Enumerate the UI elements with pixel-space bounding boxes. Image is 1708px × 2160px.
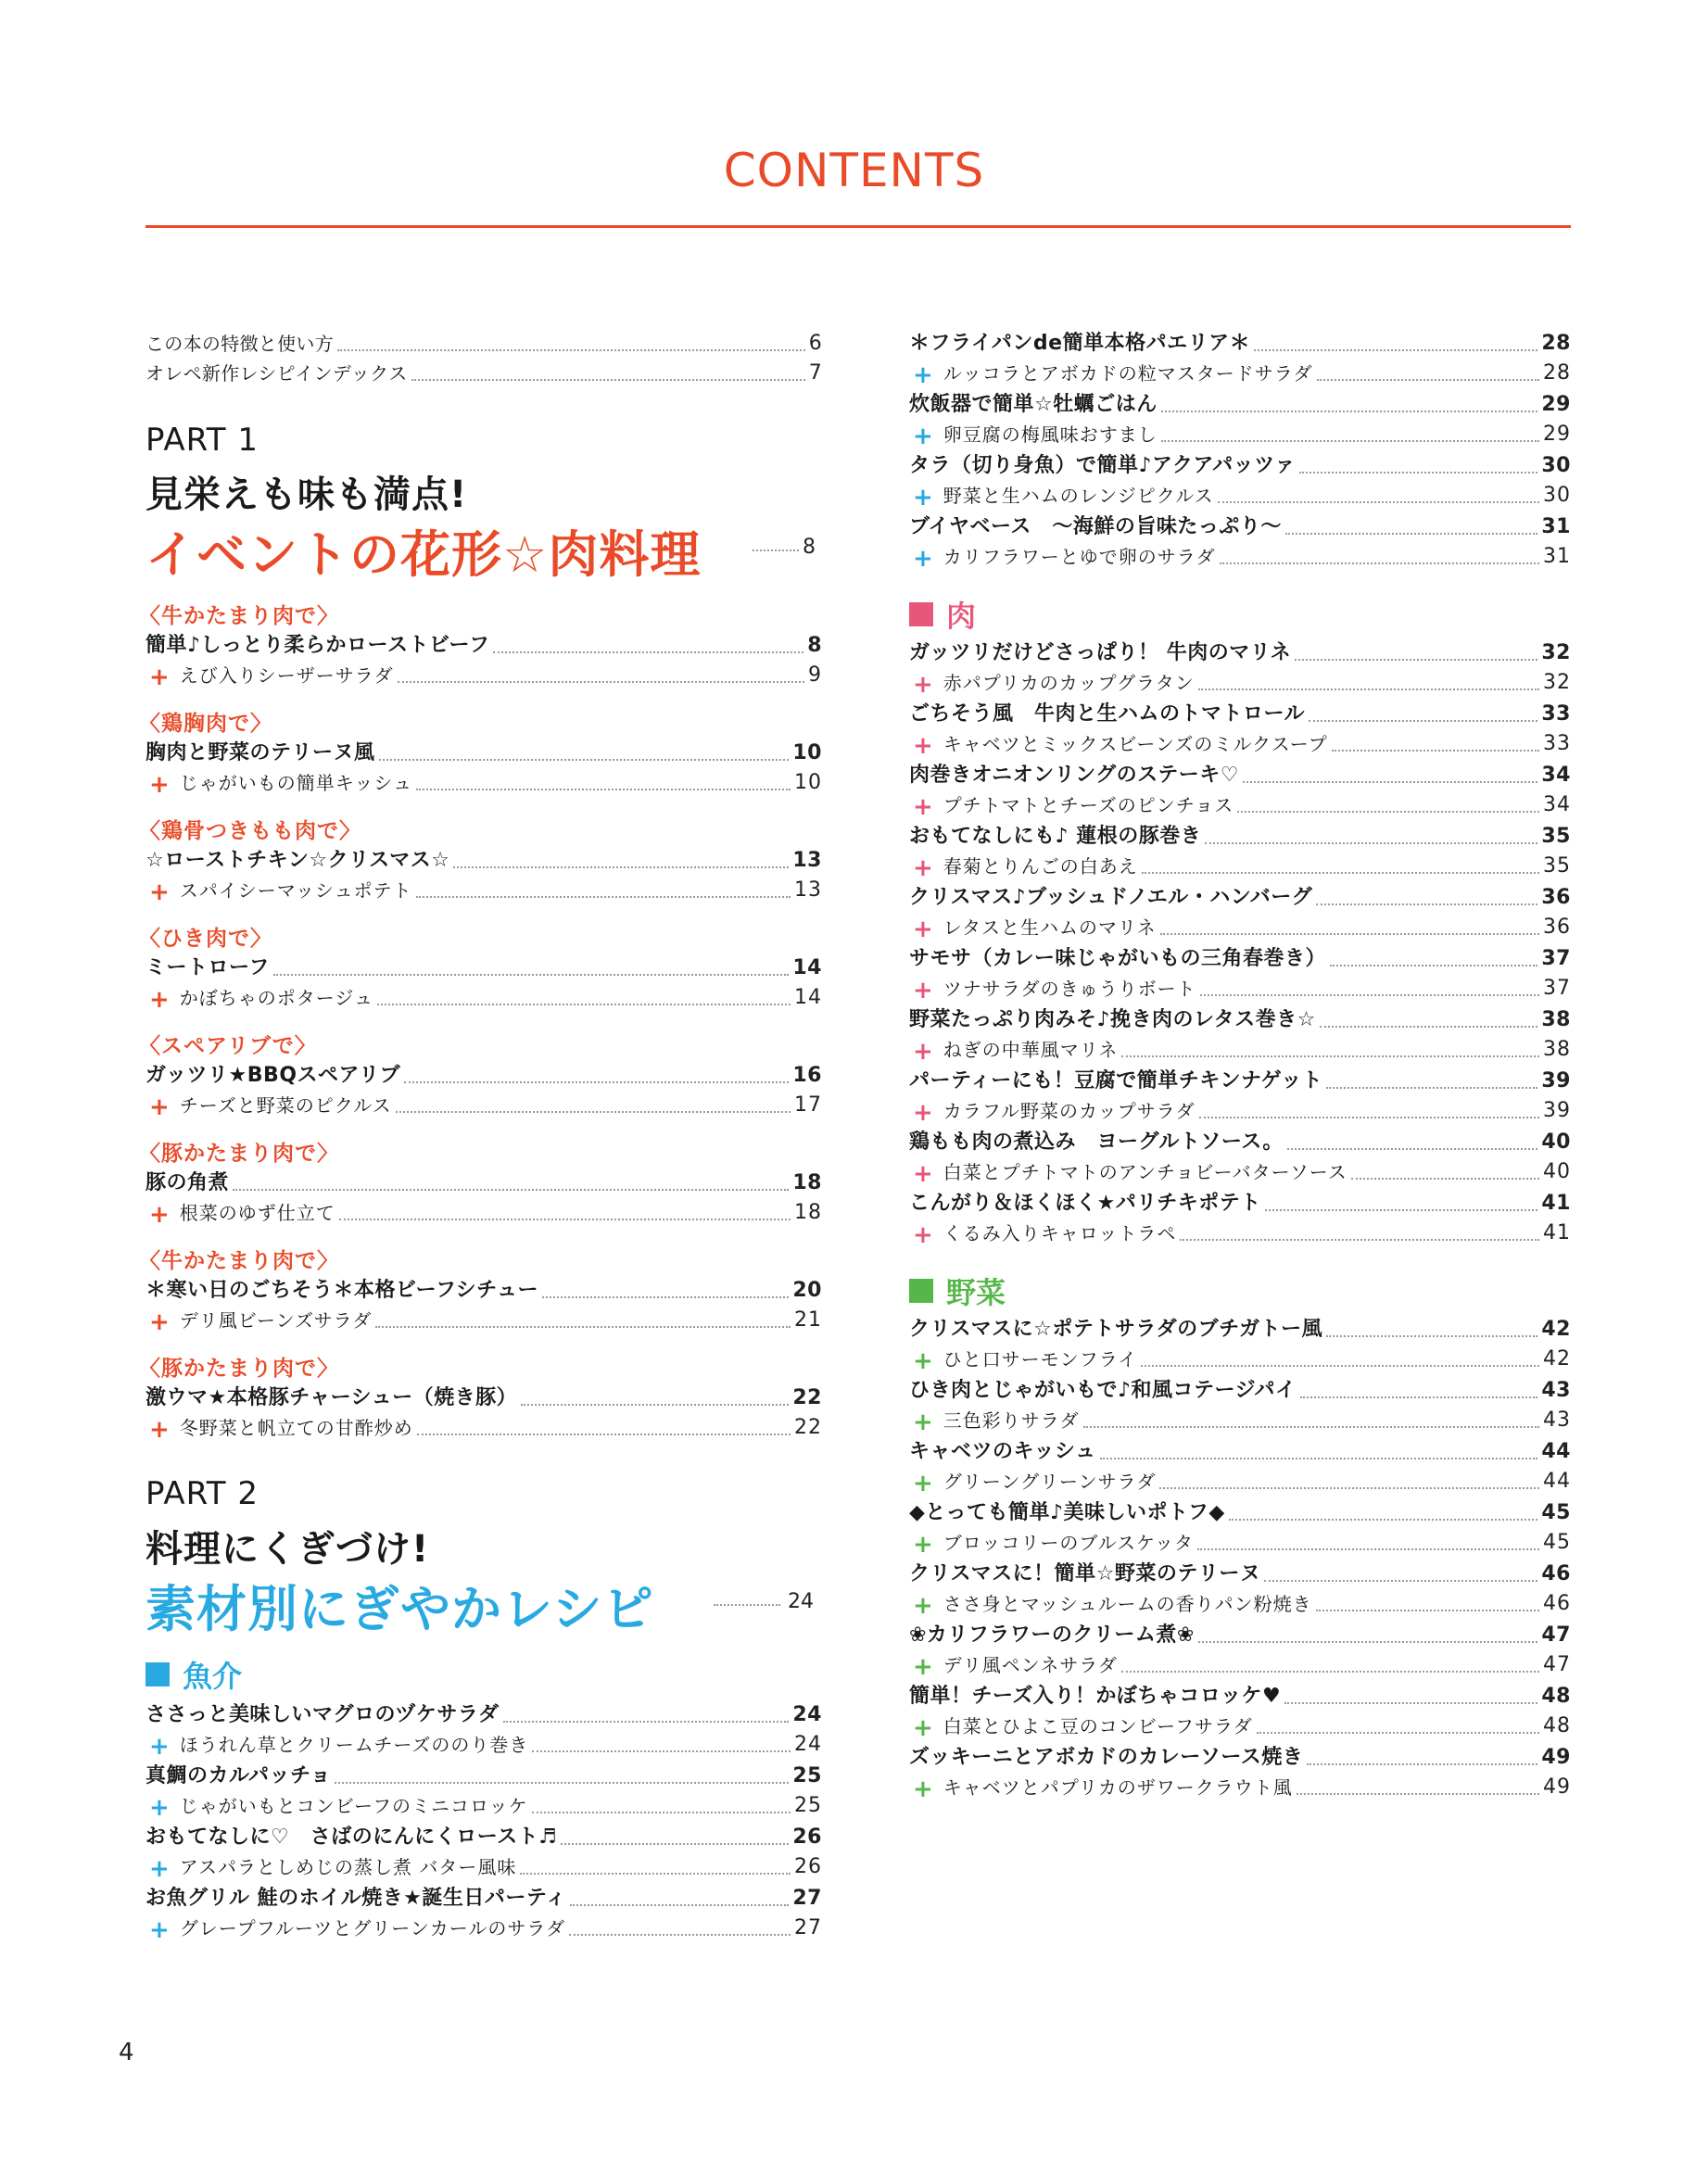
- part2-label: PART 2: [145, 1475, 259, 1512]
- toc-category: 〈牛かたまり肉で〉: [139, 1249, 339, 1273]
- square-icon: [909, 1279, 933, 1303]
- toc-subentry: + レタスと生ハムのマリネ 36: [913, 916, 1571, 943]
- toc-category: 〈豚かたまり肉で〉: [139, 1142, 339, 1166]
- toc-entry: クリスマスに☆ポテトサラダのブチガトー風 42: [909, 1318, 1571, 1341]
- toc-entry: ズッキーニとアボカドのカレーソース焼き 49: [909, 1746, 1571, 1769]
- toc-entry: 簡単♪しっとり柔らかローストビーフ 8: [145, 634, 822, 657]
- toc-subentry: + ブロッコリーのブルスケッタ 45: [913, 1531, 1571, 1559]
- toc-entry: おもてなしに♡ さばのにんにくロースト♬ 26: [145, 1825, 822, 1849]
- toc-subentry: + 卵豆腐の梅風味おすまし 29: [913, 423, 1571, 450]
- part2-page: 24: [788, 1590, 814, 1613]
- section-vegetables: 野菜: [909, 1269, 1006, 1312]
- toc-category: 〈ひき肉で〉: [139, 927, 272, 951]
- toc-subentry: + スパイシーマッシュポテト 13: [149, 878, 822, 906]
- toc-subentry: + ひと口サーモンフライ 42: [913, 1347, 1571, 1375]
- toc-subentry: + 白菜とプチトマトのアンチョビーバターソース 40: [913, 1160, 1571, 1188]
- toc-entry: ささっと美味しいマグロのヅケサラダ 24: [145, 1703, 822, 1726]
- part2-subtitle: 料理にくぎづけ!: [145, 1528, 430, 1571]
- toc-entry: この本の特徴と使い方 6: [145, 332, 822, 355]
- toc-subentry: + キャベツとパプリカのザワークラウト風 49: [913, 1775, 1571, 1803]
- toc-subentry: + デリ風ビーンズサラダ 21: [149, 1308, 822, 1336]
- toc-entry: ＊寒い日のごちそう＊本格ビーフシチュー 20: [145, 1279, 822, 1302]
- toc-entry: ガッツリ★BBQスペアリブ 16: [145, 1064, 822, 1087]
- toc-subentry: + デリ風ペンネサラダ 47: [913, 1653, 1571, 1681]
- toc-entry: ミートローフ 14: [145, 956, 822, 979]
- title-rule: [145, 225, 1571, 228]
- part1-label: PART 1: [145, 422, 259, 459]
- toc-entry: おもてなしにも♪ 蓮根の豚巻き 35: [909, 825, 1571, 848]
- toc-subentry: + ツナサラダのきゅうりボート 37: [913, 977, 1571, 1004]
- toc-subentry: + じゃがいもとコンビーフのミニコロッケ 25: [149, 1794, 822, 1822]
- toc-entry: ◆とっても簡単♪美味しいポトフ◆ 45: [909, 1501, 1571, 1524]
- toc-subentry: + 赤パプリカのカップグラタン 32: [913, 671, 1571, 699]
- toc-entry: 炊飯器で簡単☆牡蠣ごはん 29: [909, 393, 1571, 416]
- toc-subentry: + くるみ入りキャロットラペ 41: [913, 1221, 1571, 1249]
- toc-entry: お魚グリル 鮭のホイル焼き★誕生日パーティ 27: [145, 1887, 822, 1910]
- toc-entry: クリスマスに！簡単☆野菜のテリーヌ 46: [909, 1562, 1571, 1585]
- toc-subentry: + ねぎの中華風マリネ 38: [913, 1038, 1571, 1066]
- toc-entry: 豚の角煮 18: [145, 1171, 822, 1194]
- toc-subentry: + かぼちゃのポタージュ 14: [149, 986, 822, 1014]
- toc-entry: ひき肉とじゃがいもで♪和風コテージパイ 43: [909, 1379, 1571, 1402]
- toc-subentry: + グリーングリーンサラダ 44: [913, 1470, 1571, 1497]
- square-icon: [909, 602, 933, 626]
- toc-entry: ❀カリフラワーのクリーム煮❀ 47: [909, 1623, 1571, 1647]
- toc-subentry: + カラフル野菜のカップサラダ 39: [913, 1099, 1571, 1127]
- toc-subentry: + じゃがいもの簡単キッシュ 10: [149, 771, 822, 799]
- toc-entry: キャベツのキッシュ 44: [909, 1440, 1571, 1463]
- toc-subentry: + 野菜と生ハムのレンジピクルス 30: [913, 484, 1571, 512]
- toc-subentry: + 冬野菜と帆立ての甘酢炒め 22: [149, 1416, 822, 1444]
- part1-page: 8: [803, 536, 816, 559]
- toc-entry: パーティーにも！豆腐で簡単チキンナゲット 39: [909, 1069, 1571, 1093]
- toc-category: 〈豚かたまり肉で〉: [139, 1357, 339, 1381]
- toc-entry: 胸肉と野菜のテリーヌ風 10: [145, 741, 822, 764]
- toc-subentry: + グレープフルーツとグリーンカールのサラダ 27: [149, 1916, 822, 1944]
- toc-entry: ☆ローストチキン☆クリスマス☆ 13: [145, 849, 822, 872]
- toc-subentry: + えび入りシーザーサラダ 9: [149, 663, 822, 691]
- toc-entry: オレペ新作レシピインデックス 7: [145, 361, 822, 385]
- toc-entry: こんがり＆ほくほく★パリチキポテト 41: [909, 1192, 1571, 1215]
- toc-entry: 真鯛のカルパッチョ 25: [145, 1764, 822, 1787]
- toc-category: 〈鶏骨つきもも肉で〉: [139, 819, 361, 843]
- toc-subentry: + 春菊とりんごの白あえ 35: [913, 854, 1571, 882]
- toc-subentry: + ささ身とマッシュルームの香りパン粉焼き 46: [913, 1592, 1571, 1620]
- toc-entry: クリスマス♪ブッシュドノエル・ハンバーグ 36: [909, 886, 1571, 909]
- toc-entry: ＊フライパンde簡単本格パエリア＊ 28: [909, 332, 1571, 355]
- toc-subentry: + アスパラとしめじの蒸し煮 バター風味 26: [149, 1855, 822, 1883]
- toc-entry: 簡単！チーズ入り！かぼちゃコロッケ♥ 48: [909, 1685, 1571, 1708]
- toc-subentry: + 三色彩りサラダ 43: [913, 1408, 1571, 1436]
- toc-subentry: + 白菜とひよこ豆のコンビーフサラダ 48: [913, 1714, 1571, 1742]
- part2-title: 素材別にぎやかレシピ: [145, 1580, 654, 1638]
- toc-subentry: + ルッコラとアボカドの粒マスタードサラダ 28: [913, 361, 1571, 389]
- toc-entry: タラ（切り身魚）で簡単♪アクアパッツァ 30: [909, 454, 1571, 477]
- page-number: 4: [119, 2039, 134, 2066]
- toc-entry: ガッツリだけどさっぱり！ 牛肉のマリネ 32: [909, 641, 1571, 664]
- toc-entry: サモサ（カレー味じゃがいもの三角春巻き） 37: [909, 947, 1571, 970]
- toc-entry: 肉巻きオニオンリングのステーキ♡ 34: [909, 764, 1571, 787]
- section-meat: 肉: [909, 593, 976, 636]
- toc-entry: ブイヤベース ～海鮮の旨味たっぷり～ 31: [909, 515, 1571, 538]
- toc-subentry: + 根菜のゆず仕立て 18: [149, 1201, 822, 1229]
- part1-subtitle: 見栄えも味も満点!: [145, 474, 468, 516]
- toc-subentry: + チーズと野菜のピクルス 17: [149, 1093, 822, 1121]
- square-icon: [145, 1662, 170, 1686]
- part1-title: イベントの花形☆肉料理: [145, 525, 702, 584]
- toc-entry: 野菜たっぷり肉みそ♪挽き肉のレタス巻き☆ 38: [909, 1008, 1571, 1031]
- toc-entry: 激ウマ★本格豚チャーシュー（焼き豚） 22: [145, 1386, 822, 1409]
- toc-subentry: + ほうれん草とクリームチーズののり巻き 24: [149, 1733, 822, 1761]
- toc-subentry: + キャベツとミックスビーンズのミルクスープ 33: [913, 732, 1571, 760]
- toc-entry: ごちそう風 牛肉と生ハムのトマトロール 33: [909, 702, 1571, 726]
- toc-category: 〈牛かたまり肉で〉: [139, 604, 339, 628]
- toc-subentry: + カリフラワーとゆで卵のサラダ 31: [913, 545, 1571, 573]
- toc-category: 〈スペアリブで〉: [139, 1034, 317, 1058]
- toc-category: 〈鶏胸肉で〉: [139, 712, 272, 736]
- section-seafood: 魚介: [145, 1653, 242, 1696]
- page-title: CONTENTS: [723, 144, 985, 197]
- toc-subentry: + プチトマトとチーズのピンチョス 34: [913, 793, 1571, 821]
- toc-entry: 鶏もも肉の煮込み ヨーグルトソース。 40: [909, 1131, 1571, 1154]
